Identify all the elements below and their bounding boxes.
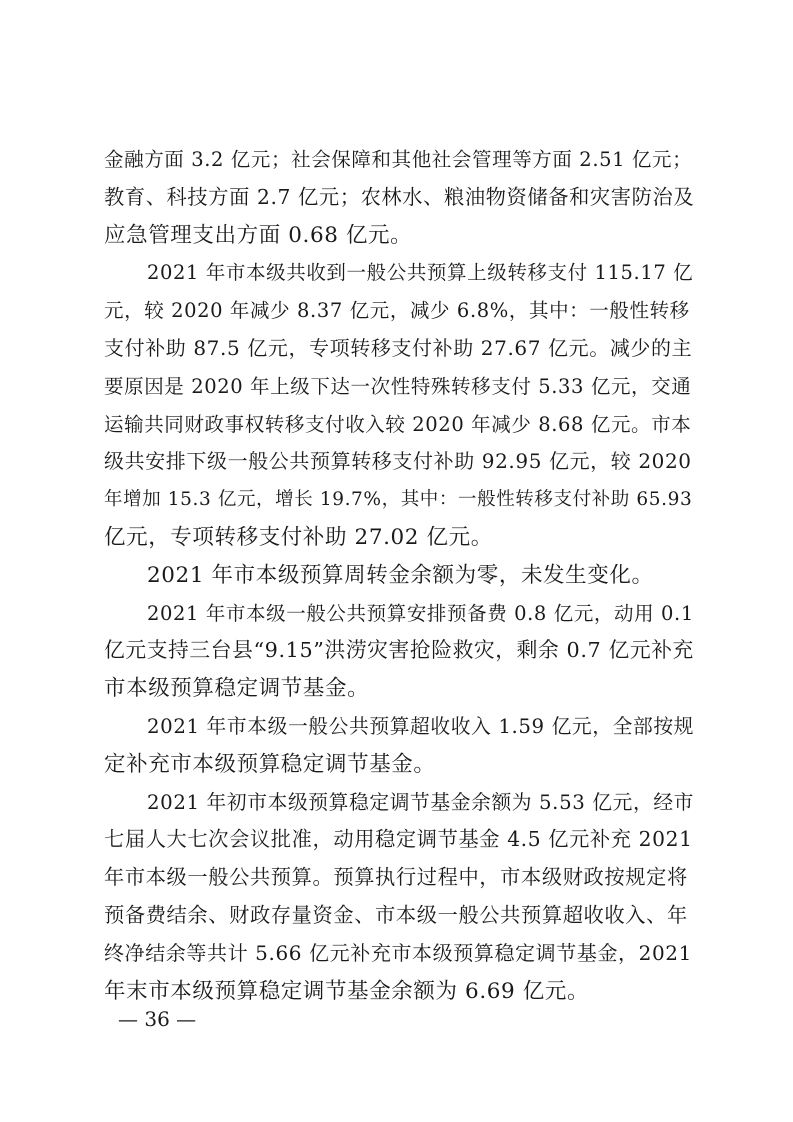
text-line: 定补充市本级预算稳定调节基金。 xyxy=(104,751,436,777)
text-line: 级共安排下级一般公共预算转移支付补助 92.95 亿元，较 2020 xyxy=(104,449,692,474)
text-line: 2021 年市本级共收到一般公共预算上级转移支付 115.17 亿 xyxy=(147,261,694,285)
text-line: 市本级预算稳定调节基金。 xyxy=(104,676,370,702)
text-line: 元，较 2020 年减少 8.37 亿元，减少 6.8%，其中：一般性转移 xyxy=(104,299,690,323)
text-line: 年增加 15.3 亿元，增长 19.7%，其中：一般性转移支付补助 65.93 xyxy=(104,489,693,511)
text-line: 亿元，专项转移支付补助 27.02 亿元。 xyxy=(104,524,493,550)
text-line: 金融方面 3.2 亿元；社会保障和其他社会管理等方面 2.51 亿元； xyxy=(104,148,693,171)
text-line: 预备费结余、财政存量资金、市本级一般公共预算超收收入、年 xyxy=(104,902,688,927)
text-line: 2021 年初市本级预算稳定调节基金余额为 5.53 亿元，经市 xyxy=(147,790,695,814)
text-line: 应急管理支出方面 0.68 亿元。 xyxy=(104,222,413,248)
text-line: 2021 年市本级预算周转金余额为零，未发生变化。 xyxy=(147,562,654,588)
text-line: 终净结余等共计 5.66 亿元补充市本级预算稳定调节基金，2021 xyxy=(104,940,692,965)
text-line: 教育、科技方面 2.7 亿元；农林水、粮油物资储备和灾害防治及 xyxy=(104,184,695,209)
body-text xyxy=(104,141,694,1010)
text-line: 亿元支持三台县“9.15”洪涝灾害抢险救灾，剩余 0.7 亿元补充 xyxy=(104,638,694,663)
text-line: 年市本级一般公共预算。预算执行过程中，市本级财政按规定将 xyxy=(104,865,688,890)
text-line: 支付补助 87.5 亿元，专项转移支付补助 27.67 亿元。减少的主 xyxy=(104,335,693,360)
text-line: 年末市本级预算稳定调节基金余额为 6.69 亿元。 xyxy=(104,978,590,1004)
text-line: 2021 年市本级一般公共预算安排预备费 0.8 亿元，动用 0.1 xyxy=(147,601,694,625)
text-line: 2021 年市本级一般公共预算超收收入 1.59 亿元，全部按规 xyxy=(147,714,695,738)
text-line: 运输共同财政事权转移支付收入较 2020 年减少 8.68 亿元。市本 xyxy=(104,412,692,436)
text-line: 要原因是 2020 年上级下达一次性特殊转移支付 5.33 亿元，交通 xyxy=(104,374,692,398)
text-line: 七届人大七次会议批准，动用稳定调节基金 4.5 亿元补充 2021 xyxy=(104,827,693,852)
page-number: — 36 — xyxy=(118,1007,197,1031)
